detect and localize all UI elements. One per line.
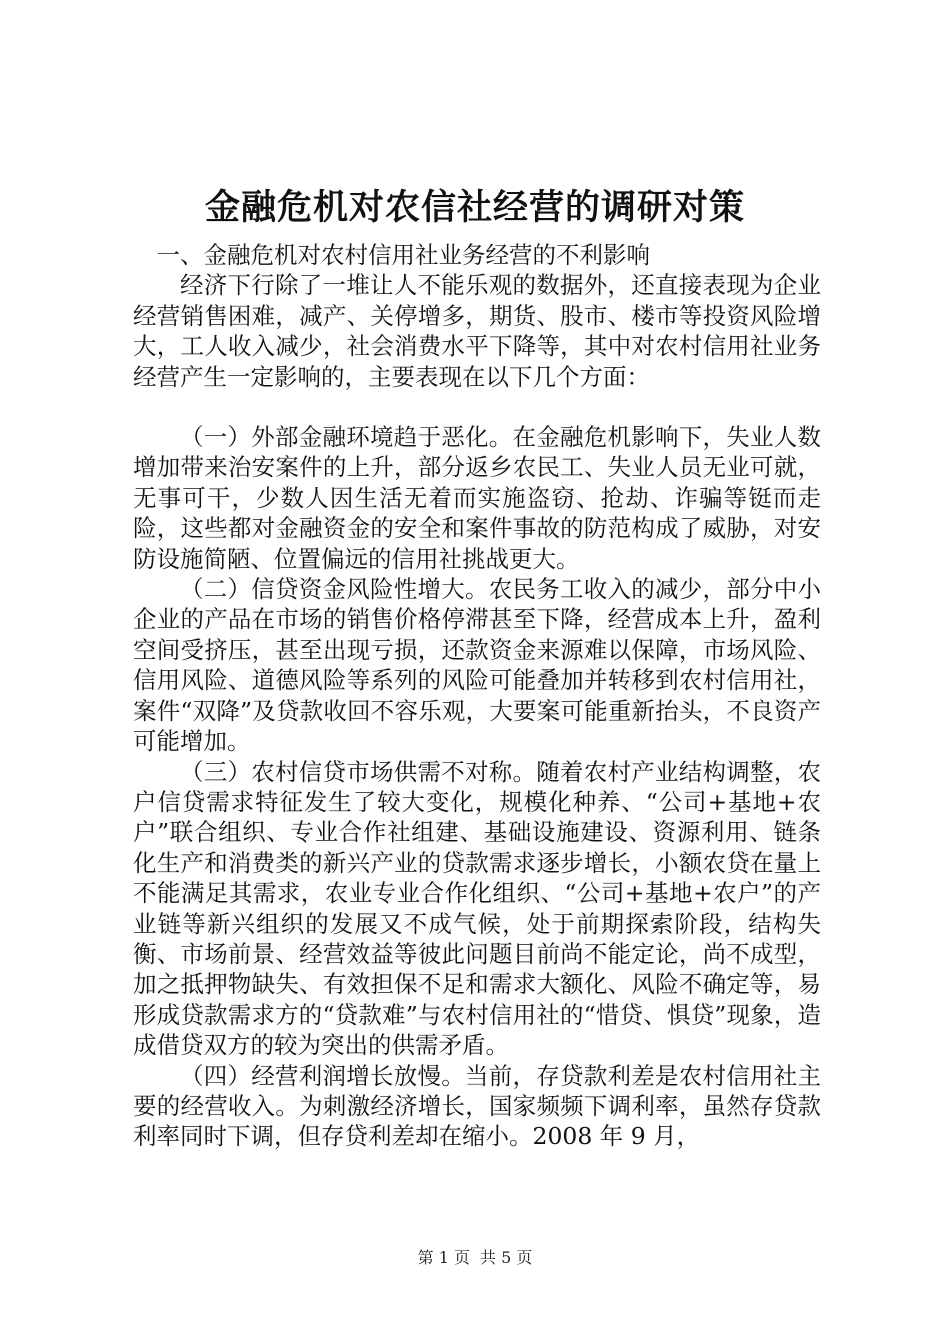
paragraph-item-3: （三）农村信贷市场供需不对称。随着农村产业结构调整，农户信贷需求特征发生了较大变化，规模化种养、“公司+基地+农户”联合组织、专业合作社组建、基础设施建设、资源利用、链条化生产和消费类的新兴产业的贷款需求逐步增长，小额农贷在量上不能满足其需求，农业专业合作化组织、“公司+基地+农户”的产业链等新兴组织的发展又不成气候，处于前期探索阶段，结构失衡、市场前景、经营效益等彼此问题目前尚不能定论，尚不成型，加之抵押物缺失、有效担保不足和需求大额化、风险不确定等，易形成贷款需求方的“贷款难”与农村信用社的“惜贷、惧贷”现象，造成借贷双方的较为突出的供需矛盾。 bbox=[133, 757, 821, 1060]
paragraph-item-1: （一）外部金融环境趋于恶化。在金融危机影响下，失业人数增加带来治安案件的上升，部分返乡农民工、失业人员无业可就，无事可干，少数人因生活无着而实施盗窃、抢劫、诈骗等铤而走险，这些都对金融资金的安全和案件事故的防范构成了威胁，对安防设施简陋、位置偏远的信用社挑战更大。 bbox=[133, 423, 821, 573]
document-body bbox=[133, 240, 821, 1152]
page-footer bbox=[0, 1246, 950, 1270]
paragraph-spacer bbox=[133, 392, 821, 422]
section-heading: 一、金融危机对农村信用社业务经营的不利影响 bbox=[156, 241, 650, 269]
page-number: 第 1 页 bbox=[417, 1248, 470, 1267]
paragraph-item-2: （二）信贷资金风险性增大。农民务工收入的减少，部分中小企业的产品在市场的销售价格停滞甚至下降，经营成本上升，盈利空间受挤压，甚至出现亏损，还款资金来源难以保障，市场风险、信用风险、道德风险等系列的风险可能叠加并转移到农村信用社，案件“双降”及贷款收回不容乐观，大要案可能重新抬头，不良资产可能增加。 bbox=[133, 575, 821, 756]
document-title: 金融危机对农信社经营的调研对策 bbox=[204, 187, 745, 228]
paragraph-intro: 经济下行除了一堆让人不能乐观的数据外，还直接表现为企业经营销售困难，减产、关停增多，期货、股市、楼市等投资风险增大，工人收入减少，社会消费水平下降等，其中对农村信用社业务经营产生一定影响的，主要表现在以下几个方面： bbox=[133, 271, 821, 391]
paragraph-item-4: （四）经营利润增长放慢。当前，存贷款利差是农村信用社主要的经营收入。为刺激经济增长，国家频频下调利率，虽然存贷款利率同时下调，但存贷利差却在缩小。2008 年 9 月， bbox=[133, 1061, 821, 1151]
page-total: 共 5 页 bbox=[480, 1248, 533, 1267]
